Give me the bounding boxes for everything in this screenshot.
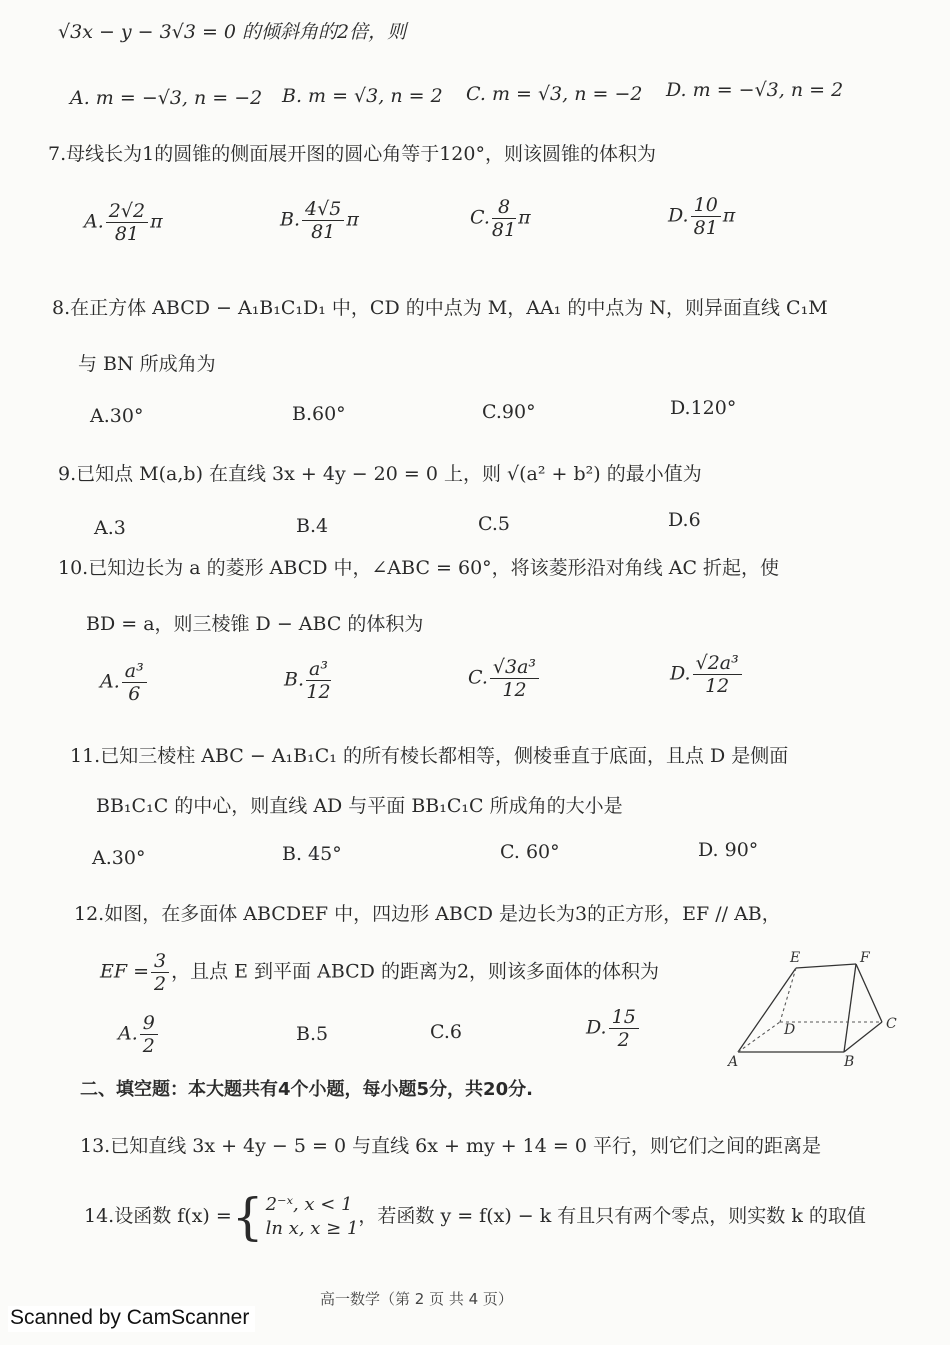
q9-option-c: C.5 [478,513,510,535]
q12-stem-2 [100,950,659,995]
q10-c-den: 12 [502,679,527,701]
q8-option-b: B.60° [292,403,346,425]
q12-stem: 12.如图，在多面体 ABCDEF 中，四边形 ABCD 是边长为3的正方形，EF // AB， [74,903,781,925]
q7-c-label: C. [470,206,490,229]
q10-stem-2: BD = a，则三棱锥 D − ABC 的体积为 [86,613,424,635]
q8-option-c: C.90° [482,401,536,423]
q6-option-b: B. m = √3, n = 2 [282,85,443,107]
q10-a-den: 6 [128,683,141,705]
label-b: B [844,1054,855,1070]
label-c: C [886,1016,897,1032]
q10-stem: 10.已知边长为 a 的菱形 ABCD 中，∠ABC = 60°，将该菱形沿对角线 AC 折起，使 [58,557,780,579]
q7-b-pi: π [346,208,359,231]
label-f: F [860,950,870,966]
edge-ef [796,964,856,968]
edge-fc [856,964,882,1022]
edge-ad [738,1022,780,1052]
q9-stem: 9.已知点 M(a,b) 在直线 3x + 4y − 20 = 0 上，则 √(a² + b²) 的最小值为 [58,463,702,485]
q11-stem: 11.已知三棱柱 ABC − A₁B₁C₁ 的所有棱长都相等，侧棱垂直于底面，且点 D 是侧面 [70,745,789,767]
edge-ed [780,968,796,1022]
q6-tail: √3x − y − 3√3 = 0 的倾斜角的2倍，则 [58,21,407,43]
q10-a-label: A. [100,670,120,693]
edge-bc [844,1022,882,1052]
label-a: A [728,1054,739,1070]
q7-d-pi: π [722,204,736,227]
q13-stem: 13.已知直线 3x + 4y − 5 = 0 与直线 6x + my + 14 = 0 平行，则它们之间的距离是 [80,1135,821,1157]
q11-option-a: A.30° [92,847,146,869]
q12-option-a [118,1012,160,1057]
q12-a-label: A. [118,1022,138,1045]
q8-option-a: A.30° [90,405,144,427]
q9-option-d: D.6 [668,509,701,531]
q8-stem-2: 与 BN 所成角为 [78,353,216,375]
q12-a-num: 9 [140,1012,158,1035]
page-footer: 高一数学（第 2 页 共 4 页） [320,1290,513,1308]
q10-c-label: C. [468,666,488,689]
q10-option-b [284,658,333,703]
q7-c-den: 81 [491,219,517,241]
q7-option-d [668,194,735,239]
q10-option-a [100,660,149,705]
label-e: E [790,950,801,966]
q12-ef-num: 3 [151,950,169,973]
q7-c-fraction [492,196,516,241]
q14-prefix: 14.设函数 f(x) = [84,1205,232,1227]
q10-b-label: B. [284,668,305,691]
q12-d-num: 15 [609,1006,639,1029]
q7-c-pi: π [518,206,531,229]
q6-option-a: A. m = −√3, n = −2 [70,87,263,109]
q10-c-num: √3a³ [490,656,539,679]
q7-a-num: 2√2 [106,200,148,223]
q10-option-d [670,652,744,697]
q14-stem [84,1188,866,1246]
q14-cases [266,1193,359,1241]
q11-stem-2: BB₁C₁C 的中心，则直线 AD 与平面 BB₁C₁C 所成角的大小是 [96,795,623,817]
q12-option-b: B.5 [296,1023,329,1045]
q9-option-a: A.3 [94,517,126,539]
edge-fb [844,964,856,1052]
q7-a-pi: π [150,210,163,233]
q7-b-num: 4√5 [302,198,344,221]
q10-d-fraction [693,652,742,697]
q7-d-label: D. [668,204,689,227]
q7-a-den: 81 [114,223,139,245]
q12-ef-den: 2 [154,973,167,995]
q10-d-label: D. [670,662,691,685]
q12-ef-suffix: ，且点 E 到平面 ABCD 的距离为2，则该多面体的体积为 [171,960,660,983]
q12-d-fraction [609,1006,639,1051]
q7-d-fraction [691,194,721,239]
section-2-heading: 二、填空题：本大题共有4个小题，每小题5分，共20分. [80,1079,533,1100]
q12-option-c: C.6 [430,1021,462,1043]
q12-a-fraction [140,1012,158,1057]
q14-suffix: ，若函数 y = f(x) − k 有且只有两个零点，则实数 k 的取值 [358,1205,866,1227]
q6-option-d: D. m = −√3, n = 2 [666,79,844,101]
q14-case-2: ln x, x ≥ 1 [265,1218,359,1239]
q8-stem: 8.在正方体 ABCD − A₁B₁C₁D₁ 中，CD 的中点为 M，AA₁ 的中点为 N，则异面直线 C₁M [52,297,828,319]
q7-a-label: A. [84,210,104,233]
edge-ea [738,968,796,1052]
q11-option-d: D. 90° [698,839,759,861]
q7-d-num: 10 [691,194,721,217]
q10-b-den: 12 [306,681,331,703]
label-d: D [784,1022,796,1038]
q14-case-1: 2⁻ˣ, x < 1 [265,1194,353,1215]
q11-option-c: C. 60° [500,841,560,863]
q12-d-den: 2 [617,1029,630,1051]
q10-a-num: a³ [122,660,147,683]
q10-d-num: √2a³ [693,652,742,675]
q12-d-label: D. [586,1016,607,1039]
q7-a-fraction [106,200,148,245]
q11-option-b: B. 45° [282,843,342,865]
q8-option-d: D.120° [670,397,737,419]
q12-option-d [586,1006,641,1051]
q10-c-fraction [490,656,539,701]
camscanner-watermark: Scanned by CamScanner [8,1306,255,1332]
q12-ef-prefix: EF = [100,960,150,983]
q7-option-c [470,196,531,241]
q7-d-den: 81 [693,217,718,239]
q6-option-c: C. m = √3, n = −2 [466,83,643,105]
q10-d-den: 12 [705,675,730,697]
q12-ef-fraction [151,950,169,995]
q7-option-b [280,198,359,243]
q7-b-fraction [302,198,344,243]
q7-b-label: B. [280,208,301,231]
q12-a-den: 2 [142,1035,155,1057]
q10-a-fraction [122,660,147,705]
q7-c-num: 8 [492,196,516,219]
q14-brace: { [231,1188,264,1246]
q10-b-num: a³ [306,658,331,681]
q9-option-b: B.4 [296,515,329,537]
polyhedron-figure [720,948,910,1072]
q7-option-a [84,200,163,245]
q7-b-den: 81 [311,221,336,243]
q10-b-fraction [306,658,331,703]
q7-stem: 7.母线长为1的圆锥的侧面展开图的圆心角等于120°，则该圆锥的体积为 [48,143,656,165]
q10-option-c [468,656,541,701]
